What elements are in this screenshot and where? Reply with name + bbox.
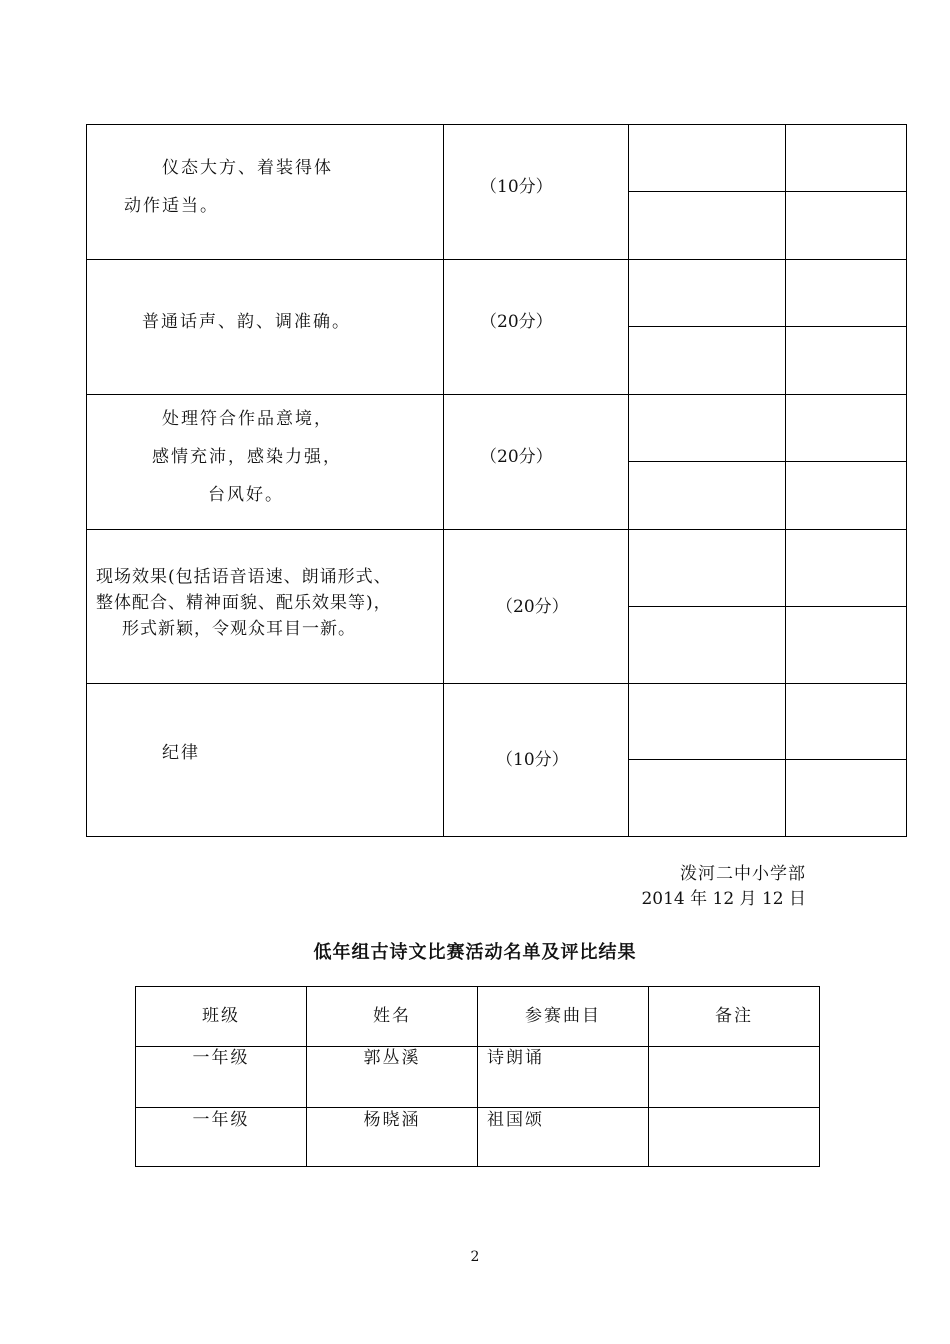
criteria-row-3-score: （20分）	[480, 447, 553, 467]
criteria-row-4-line-3: 形式新颖，令观众耳目一新。	[122, 619, 356, 639]
criteria-row-3-line-1: 处理符合作品意境，	[162, 409, 333, 429]
criteria-row-5-line-1: 纪律	[162, 743, 200, 763]
signature-date: 2014 年 12 月 12 日	[641, 889, 806, 909]
header-note: 备注	[715, 1006, 753, 1026]
row-2-name: 杨晓涵	[363, 1110, 421, 1130]
criteria-row-1-line-1: 仪态大方、着装得体	[162, 158, 333, 178]
criteria-row-1-line-2: 动作适当。	[124, 196, 219, 216]
header-piece: 参赛曲目	[525, 1006, 601, 1026]
criteria-row-3-line-2: 感情充沛，感染力强，	[152, 447, 342, 467]
row-2-class: 一年级	[192, 1110, 250, 1130]
criteria-row-2-score: （20分）	[480, 312, 553, 332]
criteria-row-3-line-3: 台风好。	[208, 485, 284, 505]
signature-org: 泼河二中小学部	[680, 864, 806, 884]
criteria-row-4-line-2: 整体配合、精神面貌、配乐效果等)，	[96, 593, 392, 613]
header-class: 班级	[202, 1006, 240, 1026]
criteria-row-5-score: （10分）	[496, 750, 569, 770]
row-1-piece: 诗朗诵	[487, 1048, 544, 1068]
row-1-name: 郭丛溪	[363, 1048, 421, 1068]
criteria-row-4-line-1: 现场效果(包括语音语速、朗诵形式、	[96, 567, 392, 587]
row-1-class: 一年级	[192, 1048, 250, 1068]
results-title: 低年组古诗文比赛活动名单及评比结果	[313, 942, 637, 963]
header-name: 姓名	[373, 1006, 411, 1026]
criteria-row-2-line-1: 普通话声、韵、调准确。	[142, 312, 351, 332]
criteria-row-1-score: （10分）	[480, 177, 553, 197]
row-2-piece: 祖国颂	[487, 1110, 544, 1130]
page-number: 2	[470, 1249, 480, 1265]
criteria-row-4-score: （20分）	[496, 597, 569, 617]
